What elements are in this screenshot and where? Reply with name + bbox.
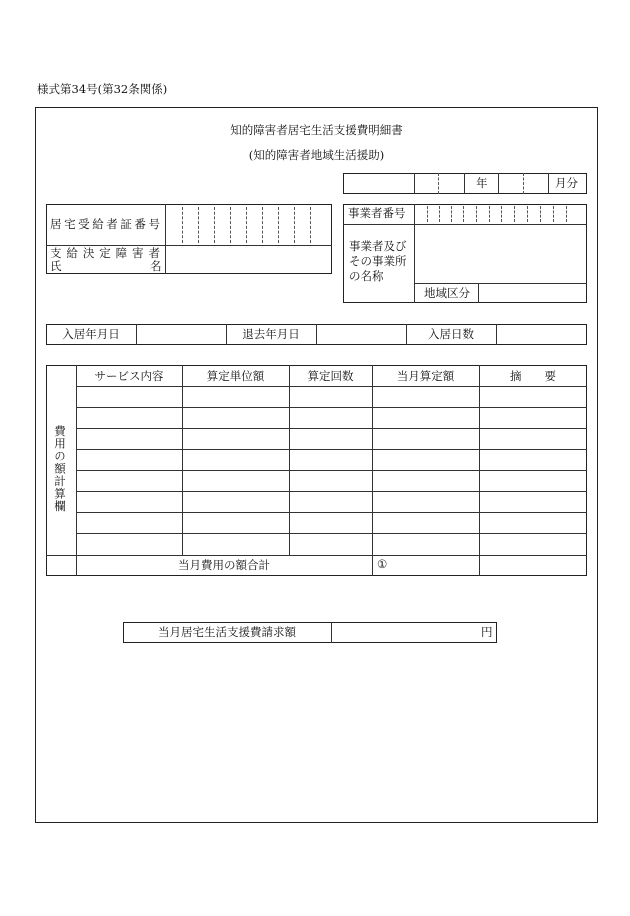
year-label: 年 <box>476 176 488 190</box>
recipient-name-label-2b: 名 <box>150 259 162 273</box>
total-marker: ① <box>377 557 388 571</box>
header-service: サービス内容 <box>94 369 164 383</box>
provider-name-label-1: 事業者及び <box>349 239 407 253</box>
recipient-name-label-1: 支給決定障害者 <box>50 246 160 260</box>
recipient-name-label-2a: 氏 <box>50 259 62 273</box>
residence-days-label: 入居日数 <box>428 327 474 341</box>
provider-name-label-3: の名称 <box>349 269 384 283</box>
provider-name-label-2: その事業所 <box>349 254 407 268</box>
form-title: 知的障害者居宅生活支援費明細書 <box>230 123 403 137</box>
header-monthly-amount: 当月算定額 <box>396 369 455 383</box>
header-count: 算定回数 <box>307 369 354 383</box>
provider-number-label: 事業者番号 <box>348 206 406 220</box>
move-in-date-label: 入居年月日 <box>62 327 120 341</box>
recipient-box <box>46 204 332 274</box>
form-number: 様式第34号(第32条関係) <box>37 82 168 96</box>
cert-number-label: 居宅受給者証番号 <box>50 217 160 231</box>
claim-label: 当月居宅生活支援費請求額 <box>158 625 296 639</box>
move-out-date-label: 退去年月日 <box>242 327 300 341</box>
total-label: 当月費用の額合計 <box>178 558 270 572</box>
region-label: 地域区分 <box>424 286 470 300</box>
claim-unit: 円 <box>481 625 493 639</box>
cost-table-side-label: 費用の額計算欄 <box>53 425 67 513</box>
header-unit-amount: 算定単位額 <box>206 369 265 383</box>
date-box <box>343 173 587 194</box>
month-label: 月分 <box>555 176 578 190</box>
header-remarks: 摘 要 <box>510 369 556 383</box>
form-subtitle: (知的障害者地域生活援助) <box>248 148 385 162</box>
